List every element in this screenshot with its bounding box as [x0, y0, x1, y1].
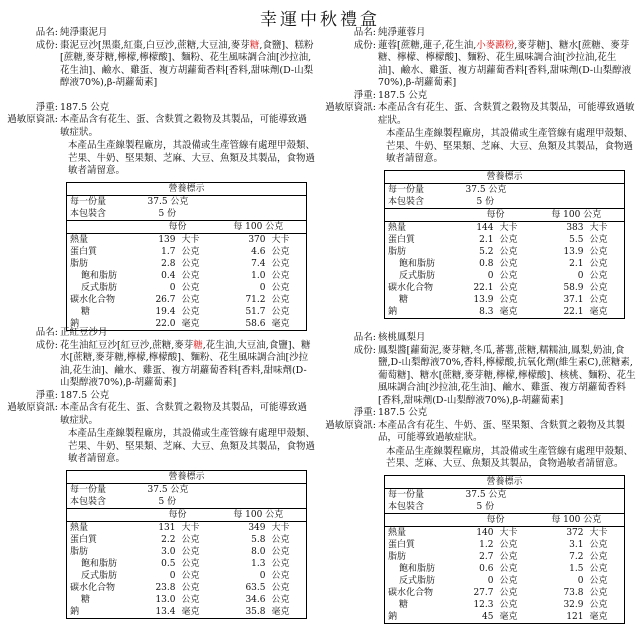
- allergen-label: 過敏原資訊:: [325, 102, 376, 113]
- per-100g-unit: 公克: [271, 294, 290, 305]
- nutrition-header: 營養標示: [67, 470, 307, 483]
- ingredients-row: [4, 340, 316, 390]
- per-100g-value: 5.8: [251, 534, 266, 545]
- per-100g-unit: 公克: [271, 534, 290, 545]
- per-100g-unit: 大卡: [589, 222, 608, 233]
- net-weight-label: 淨重:: [353, 89, 376, 101]
- nutrient-row: [385, 575, 625, 587]
- servings-per-pack-label: 本包裝含: [385, 501, 463, 514]
- product-panel-date-moon: [4, 27, 316, 331]
- per-serving-value: 27.7: [473, 587, 494, 598]
- per-serving-value: 0: [169, 570, 176, 581]
- nutrient-name: 反式脂肪: [81, 570, 118, 581]
- net-weight-label: 淨重:: [353, 407, 376, 418]
- nutrient-row: [67, 558, 307, 570]
- per-serving-unit: 公克: [181, 558, 200, 569]
- net-weight: 187.5 公克: [378, 89, 428, 101]
- nutrient-name: 蛋白質: [70, 534, 98, 545]
- nutrition-table-wrap: [384, 475, 638, 624]
- column-header-per-serving: 每份: [145, 220, 211, 233]
- serving-size: 37.5 公克: [147, 484, 189, 495]
- per-serving-unit: 公克: [181, 282, 200, 293]
- per-serving-value: 2.1: [479, 234, 494, 245]
- serving-size: 37.5 公克: [465, 489, 507, 500]
- net-weight-row: [4, 102, 316, 115]
- product-panel-redbean-moon: [4, 327, 316, 619]
- nutrition-table: [384, 170, 625, 319]
- per-100g-unit: 毫克: [589, 306, 608, 317]
- nutrition-table: [384, 475, 625, 624]
- per-100g-unit: 公克: [271, 246, 290, 257]
- per-100g-value: 13.9: [563, 246, 584, 257]
- column-header-blank: [385, 208, 463, 221]
- per-100g-unit: 公克: [589, 246, 608, 257]
- nutrition-table-wrap: [66, 182, 316, 331]
- nutrient-name: 熱量: [70, 522, 89, 533]
- per-100g-value: 2.1: [569, 258, 584, 269]
- product-name: 正紅豆沙月: [60, 327, 108, 338]
- per-serving-value: 1.7: [161, 246, 176, 257]
- per-serving-value: 8.3: [479, 306, 494, 317]
- nutrient-row: [67, 233, 307, 246]
- product-name-label: 品名:: [35, 327, 58, 338]
- nutrient-row: [67, 294, 307, 306]
- nutrient-row: [67, 521, 307, 534]
- column-header-per-serving: 每份: [145, 508, 211, 521]
- per-serving-value: 0.5: [161, 558, 176, 569]
- per-100g-value: 37.1: [563, 294, 584, 305]
- per-serving-unit: 公克: [181, 534, 200, 545]
- nutrient-row: [385, 611, 625, 624]
- net-weight: 187.5 公克: [378, 407, 428, 418]
- ingredients-row: [322, 345, 638, 408]
- product-name: 純淨蓮蓉月: [378, 27, 426, 38]
- per-serving-value: 2.7: [479, 551, 494, 562]
- product-panel-lotus-moon: [322, 27, 638, 319]
- per-serving-value: 140: [476, 527, 494, 538]
- nutrient-name: 碳水化合物: [388, 282, 434, 293]
- nutrient-row: [385, 551, 625, 563]
- per-serving-unit: 公克: [181, 570, 200, 581]
- per-serving-value: 23.8: [155, 582, 176, 593]
- per-100g-value: 349: [248, 522, 266, 533]
- per-100g-unit: 公克: [271, 306, 290, 317]
- per-serving-value: 0.6: [479, 563, 494, 574]
- per-serving-value: 2.8: [161, 258, 176, 269]
- per-serving-unit: 公克: [181, 294, 200, 305]
- allergen-text: 本產品含有花生、蛋、含麩質之穀物及其製品，可能導致過敏症狀。: [378, 102, 635, 126]
- nutrient-name: 糖: [399, 294, 409, 305]
- nutrient-name: 糖: [81, 594, 91, 605]
- page-title: 幸運中秋禮盒: [260, 10, 380, 30]
- serving-size: 37.5 公克: [147, 196, 189, 207]
- allergen-text: 本產品含有花生、牛奶、蛋、堅果類、含麩質之穀物及其製品，可能導致過敏症狀。: [378, 419, 626, 443]
- product-name-row: [4, 27, 316, 40]
- per-serving-value: 0.4: [161, 270, 176, 281]
- per-serving-unit: 公克: [499, 282, 518, 293]
- facility-notice: 本產品生產線製程廠房，其設備或生產管線有處理甲殼類、芒果、芝麻、大豆、魚類及其製品，食物過敏者請留意。: [386, 445, 634, 469]
- per-100g-unit: 公克: [589, 551, 608, 562]
- nutrient-row: [385, 539, 625, 551]
- nutrient-row: [67, 594, 307, 606]
- per-100g-unit: 公克: [589, 563, 608, 574]
- nutrient-name: 碳水化合物: [388, 587, 434, 598]
- per-100g-value: 0: [259, 282, 266, 293]
- nutrient-row: [67, 246, 307, 258]
- column-header-per-serving: 每份: [463, 513, 529, 526]
- ingredients-text: 棗泥豆沙[黑棗,紅棗,白豆沙,蔗糖,大豆油,麥芽: [60, 39, 250, 51]
- allergen-row: [322, 420, 638, 445]
- nutrient-row: [385, 599, 625, 611]
- ingredients-highlight: 糖: [193, 339, 203, 351]
- per-serving-unit: 公克: [499, 234, 518, 245]
- nutrient-name: 脂肪: [388, 551, 407, 562]
- allergen-label: 過敏原資訊:: [7, 402, 58, 413]
- nutrient-name: 脂肪: [388, 246, 407, 257]
- per-serving-unit: 公克: [499, 539, 518, 550]
- per-serving-value: 19.4: [155, 306, 176, 317]
- per-serving-unit: 公克: [181, 270, 200, 281]
- per-100g-unit: 公克: [271, 582, 290, 593]
- per-serving-unit: 公克: [499, 294, 518, 305]
- per-serving-unit: 公克: [499, 551, 518, 562]
- per-100g-unit: 公克: [589, 587, 608, 598]
- per-serving-unit: 公克: [499, 246, 518, 257]
- per-serving-value: 131: [158, 522, 176, 533]
- per-serving-value: 12.3: [473, 599, 494, 610]
- per-100g-value: 73.8: [563, 587, 584, 598]
- nutrient-row: [385, 294, 625, 306]
- ingredients-text: 花生油紅豆沙[紅豆沙,蔗糖,麥芽: [60, 339, 194, 351]
- net-weight-label: 淨重:: [35, 101, 58, 113]
- per-serving-unit: 公克: [181, 246, 200, 257]
- per-100g-value: 34.6: [245, 594, 266, 605]
- ingredients-row: [4, 40, 316, 102]
- net-weight-row: [322, 90, 638, 103]
- nutrient-row: [385, 258, 625, 270]
- nutrient-name: 蛋白質: [70, 246, 98, 257]
- per-serving-unit: 大卡: [499, 222, 518, 233]
- nutrient-name: 鈉: [70, 606, 80, 617]
- product-name: 純淨棗泥月: [60, 27, 108, 38]
- net-weight-label: 淨重:: [35, 389, 58, 401]
- per-serving-unit: 公克: [181, 594, 200, 605]
- per-100g-unit: 公克: [271, 546, 290, 557]
- per-100g-unit: 公克: [271, 594, 290, 605]
- per-100g-unit: 公克: [589, 539, 608, 550]
- per-100g-value: 4.6: [251, 246, 266, 257]
- per-serving-value: 0: [487, 270, 494, 281]
- nutrition-table: [66, 182, 307, 331]
- per-serving-unit: 公克: [499, 587, 518, 598]
- allergen-text: 本產品含有花生、蛋、含麩質之穀物及其製品，可能導致過敏症狀。: [60, 402, 308, 426]
- product-name-label: 品名:: [35, 27, 58, 38]
- nutrient-name: 鈉: [388, 306, 398, 317]
- per-serving-unit: 毫克: [181, 606, 200, 617]
- nutrient-name: 飽和脂肪: [81, 558, 118, 569]
- per-serving-value: 13.9: [473, 294, 494, 305]
- per-100g-unit: 公克: [589, 575, 608, 586]
- per-100g-value: 7.2: [569, 551, 584, 562]
- per-100g-unit: 公克: [589, 258, 608, 269]
- nutrient-row: [385, 563, 625, 575]
- per-100g-unit: 公克: [589, 294, 608, 305]
- per-100g-value: 8.0: [251, 546, 266, 557]
- nutrition-table-wrap: [384, 170, 638, 319]
- column-header-per-100g: 每 100 公克: [211, 508, 307, 521]
- nutrient-name: 糖: [81, 306, 91, 317]
- nutrient-row: [385, 221, 625, 234]
- nutrient-name: 鈉: [388, 611, 398, 622]
- per-100g-unit: 公克: [271, 570, 290, 581]
- nutrient-row: [67, 270, 307, 282]
- per-100g-value: 63.5: [245, 582, 266, 593]
- ingredients-label: 成份:: [353, 39, 376, 51]
- product-name-row: [322, 27, 638, 40]
- facility-notice: 本產品生產線製程廠房，其設備或生產管線有處理甲殼類、芒果、牛奶、堅果類、芝麻、大豆、魚類及其製品，食物過敏者請留意。: [68, 428, 316, 464]
- column-header-blank: [385, 513, 463, 526]
- per-serving-value: 13.4: [155, 606, 176, 617]
- net-weight-row: [4, 390, 316, 403]
- nutrient-name: 飽和脂肪: [399, 563, 436, 574]
- per-100g-value: 0: [577, 270, 584, 281]
- ingredients-text-cont: ,麥芽糖]、糖水[蔗糖、麥芽糖、檸檬、檸檬酸]、麵粉、花生風味調合油[沙拉油,花生油]、鹼水、雞蛋、複方胡蘿蔔香料[香料,甜味劑(D-山梨醇液70%),β-胡蘿蔔素]: [378, 39, 632, 88]
- nutrient-row: [385, 587, 625, 599]
- per-100g-unit: 大卡: [271, 234, 290, 245]
- column-header-blank: [67, 220, 145, 233]
- per-100g-value: 0: [259, 570, 266, 581]
- per-100g-value: 51.7: [245, 306, 266, 317]
- nutrient-row: [67, 570, 307, 582]
- per-100g-value: 58.6: [245, 318, 266, 329]
- nutrient-name: 反式脂肪: [81, 282, 118, 293]
- allergen-label: 過敏原資訊:: [7, 114, 58, 125]
- nutrient-row: [385, 282, 625, 294]
- allergen-text: 本產品含有花生、蛋、含麩質之穀物及其製品，可能導致過敏症狀。: [60, 114, 308, 138]
- allergen-row: [4, 114, 316, 139]
- servings-per-pack: 5 份: [463, 196, 625, 209]
- per-serving-unit: 公克: [181, 306, 200, 317]
- per-100g-unit: 公克: [589, 270, 608, 281]
- nutrient-row: [385, 246, 625, 258]
- per-serving-unit: 大卡: [181, 234, 200, 245]
- nutrient-name: 飽和脂肪: [399, 258, 436, 269]
- net-weight: 187.5 公克: [60, 389, 110, 401]
- serving-size: 37.5 公克: [465, 184, 507, 195]
- nutrient-name: 熱量: [70, 234, 89, 245]
- per-serving-unit: 公克: [499, 563, 518, 574]
- nutrient-row: [67, 534, 307, 546]
- per-100g-unit: 公克: [589, 234, 608, 245]
- nutrient-row: [67, 606, 307, 619]
- nutrient-row: [67, 546, 307, 558]
- per-100g-unit: 公克: [271, 558, 290, 569]
- nutrient-name: 蛋白質: [388, 539, 416, 550]
- nutrition-table-wrap: [66, 470, 316, 619]
- ingredients-label: 成份:: [353, 344, 376, 356]
- per-100g-value: 7.4: [251, 258, 266, 269]
- per-100g-value: 1.5: [569, 563, 584, 574]
- per-serving-unit: 毫克: [181, 318, 200, 329]
- nutrient-row: [67, 306, 307, 318]
- per-100g-unit: 公克: [589, 599, 608, 610]
- per-100g-value: 121: [566, 611, 584, 622]
- nutrient-name: 脂肪: [70, 258, 89, 269]
- per-100g-value: 370: [248, 234, 266, 245]
- per-serving-value: 0: [169, 282, 176, 293]
- product-name-label: 品名:: [353, 27, 376, 38]
- facility-notice: 本產品生產線製程廠房，其設備或生產管線有處理甲殼類、芒果、牛奶、堅果類、芝麻、大豆、魚類及其製品，食物過敏者請留意。: [68, 140, 316, 176]
- per-100g-unit: 公克: [271, 270, 290, 281]
- nutrient-row: [67, 582, 307, 594]
- per-100g-value: 35.8: [245, 606, 266, 617]
- product-panel-walnut-pineapple-moon: [322, 332, 638, 624]
- per-serving-unit: 公克: [499, 575, 518, 586]
- ingredients-highlight: 糖: [249, 39, 260, 51]
- column-header-per-serving: 每份: [463, 208, 529, 221]
- column-header-per-100g: 每 100 公克: [211, 220, 307, 233]
- nutrient-name: 熱量: [388, 527, 407, 538]
- per-100g-value: 372: [566, 527, 584, 538]
- allergen-row: [322, 102, 638, 127]
- serving-size-label: 每一份量: [388, 489, 425, 500]
- per-100g-value: 5.5: [569, 234, 584, 245]
- per-serving-unit: 大卡: [499, 527, 518, 538]
- per-serving-value: 0: [487, 575, 494, 586]
- per-serving-value: 139: [158, 234, 176, 245]
- servings-per-pack: 5 份: [145, 496, 307, 509]
- per-100g-unit: 毫克: [589, 611, 608, 622]
- per-100g-unit: 大卡: [589, 527, 608, 538]
- per-serving-unit: 公克: [499, 258, 518, 269]
- servings-per-pack-label: 本包裝含: [67, 208, 145, 221]
- per-100g-value: 1.0: [251, 270, 266, 281]
- per-serving-value: 13.0: [155, 594, 176, 605]
- per-serving-unit: 大卡: [181, 522, 200, 533]
- per-100g-value: 383: [566, 222, 584, 233]
- per-serving-value: 22.1: [473, 282, 494, 293]
- nutrient-name: 熱量: [388, 222, 407, 233]
- per-100g-value: 0: [577, 575, 584, 586]
- per-100g-value: 71.2: [245, 294, 266, 305]
- allergen-row: [4, 402, 316, 427]
- per-serving-unit: 公克: [181, 258, 200, 269]
- product-name-row: [322, 332, 638, 345]
- ingredients-label: 成份:: [35, 339, 58, 351]
- nutrition-table: [66, 470, 307, 619]
- per-serving-unit: 公克: [499, 599, 518, 610]
- per-serving-value: 1.2: [479, 539, 494, 550]
- nutrient-row: [67, 282, 307, 294]
- nutrient-row: [385, 234, 625, 246]
- product-name-row: [4, 327, 316, 340]
- per-100g-value: 22.1: [563, 306, 584, 317]
- servings-per-pack: 5 份: [463, 501, 625, 514]
- per-serving-value: 2.2: [161, 534, 176, 545]
- nutrient-name: 碳水化合物: [70, 294, 116, 305]
- per-100g-unit: 公克: [589, 282, 608, 293]
- nutrient-name: 糖: [399, 599, 409, 610]
- facility-notice: 本產品生產線製程廠房，其設備或生產管線有處理甲殼類、芒果、牛奶、堅果類、芝麻、大豆、魚類及其製品，食物過敏者請留意。: [386, 128, 634, 164]
- product-name-label: 品名:: [353, 332, 376, 343]
- per-100g-unit: 公克: [271, 258, 290, 269]
- servings-per-pack: 5 份: [145, 208, 307, 221]
- per-100g-value: 3.1: [569, 539, 584, 550]
- nutrient-name: 鈉: [70, 318, 80, 329]
- column-header-blank: [67, 508, 145, 521]
- per-100g-unit: 毫克: [271, 318, 290, 329]
- nutrition-header: 營養標示: [67, 182, 307, 195]
- nutrient-row: [67, 258, 307, 270]
- per-serving-value: 26.7: [155, 294, 176, 305]
- nutrient-name: 反式脂肪: [399, 575, 436, 586]
- column-header-per-100g: 每 100 公克: [529, 208, 625, 221]
- nutrition-header: 營養標示: [385, 170, 625, 183]
- servings-per-pack-label: 本包裝含: [385, 196, 463, 209]
- ingredients-label: 成份:: [35, 39, 58, 51]
- per-100g-unit: 毫克: [271, 606, 290, 617]
- nutrient-name: 飽和脂肪: [81, 270, 118, 281]
- per-serving-unit: 公克: [181, 546, 200, 557]
- nutrient-name: 碳水化合物: [70, 582, 116, 593]
- product-name: 核桃鳳梨月: [378, 332, 426, 343]
- per-serving-value: 0.8: [479, 258, 494, 269]
- nutrient-name: 蛋白質: [388, 234, 416, 245]
- per-100g-value: 58.9: [563, 282, 584, 293]
- servings-per-pack-label: 本包裝含: [67, 496, 145, 509]
- ingredients-text: 蓮蓉[蔗糖,蓮子,花生油,: [378, 39, 477, 51]
- per-serving-unit: 公克: [499, 270, 518, 281]
- per-serving-value: 3.0: [161, 546, 176, 557]
- serving-size-label: 每一份量: [388, 184, 425, 195]
- ingredients-text: 鳳梨醬[蘿蔔泥,麥芽糖,冬瓜,蕃薯,蔗糖,糯糯油,鳳梨,奶油,食鹽,D-山梨醇液70%,香料,檸檬酸,抗氧化劑(維生素C),蔗糖素,葡萄糖]、糖水[蔗糖,麥芽糖,檸檬,檸檬酸]、核桃、麵粉、花生風味調合油[沙拉油,花生油]、鹼水、雞蛋、複方胡蘿蔔香料[香料,甜味劑(D-山梨醇液70%),β-胡蘿蔔素]: [378, 344, 636, 406]
- nutrient-name: 脂肪: [70, 546, 89, 557]
- per-100g-value: 32.9: [563, 599, 584, 610]
- per-serving-unit: 毫克: [499, 306, 518, 317]
- per-100g-unit: 公克: [271, 282, 290, 293]
- per-serving-unit: 公克: [181, 582, 200, 593]
- nutrient-name: 反式脂肪: [399, 270, 436, 281]
- net-weight: 187.5 公克: [60, 101, 110, 113]
- nutrient-row: [385, 306, 625, 319]
- allergen-label: 過敏原資訊:: [325, 419, 376, 431]
- column-header-per-100g: 每 100 公克: [529, 513, 625, 526]
- serving-size-label: 每一份量: [70, 484, 107, 495]
- ingredients-text-cont: ,食鹽]、糕粉[蔗糖,麥芽糖,檸檬,檸檬酸]、麵粉、花生風味調合油[沙拉油,花生油]、鹼水、雞蛋、複方胡蘿蔔香料[香料,甜味劑(D-山梨醇液70%),β-胡蘿蔔素]: [60, 39, 314, 88]
- nutrition-header: 營養標示: [385, 475, 625, 488]
- per-serving-value: 144: [476, 222, 494, 233]
- serving-size-label: 每一份量: [70, 196, 107, 207]
- per-serving-unit: 毫克: [499, 611, 518, 622]
- nutrient-row: [385, 270, 625, 282]
- nutrient-row: [385, 526, 625, 539]
- ingredients-highlight: 小麥澱粉: [476, 39, 515, 51]
- per-serving-value: 5.2: [479, 246, 494, 257]
- ingredients-row: [322, 40, 638, 90]
- net-weight-row: [322, 407, 638, 420]
- per-serving-value: 22.0: [155, 318, 176, 329]
- ingredients-text-cont: ,花生油,大豆油,食鹽]、糖水[蔗糖,麥芽糖,檸檬,檸檬酸]、麵粉、花生風味調合油[沙拉油,花生油]、鹼水、雞蛋、複方胡蘿蔔香料[香料,甜味劑(D-山梨醇液70%),β-胡蘿蔔素]: [60, 339, 311, 388]
- per-100g-value: 1.3: [251, 558, 266, 569]
- per-100g-unit: 大卡: [271, 522, 290, 533]
- per-serving-value: 45: [482, 611, 494, 622]
